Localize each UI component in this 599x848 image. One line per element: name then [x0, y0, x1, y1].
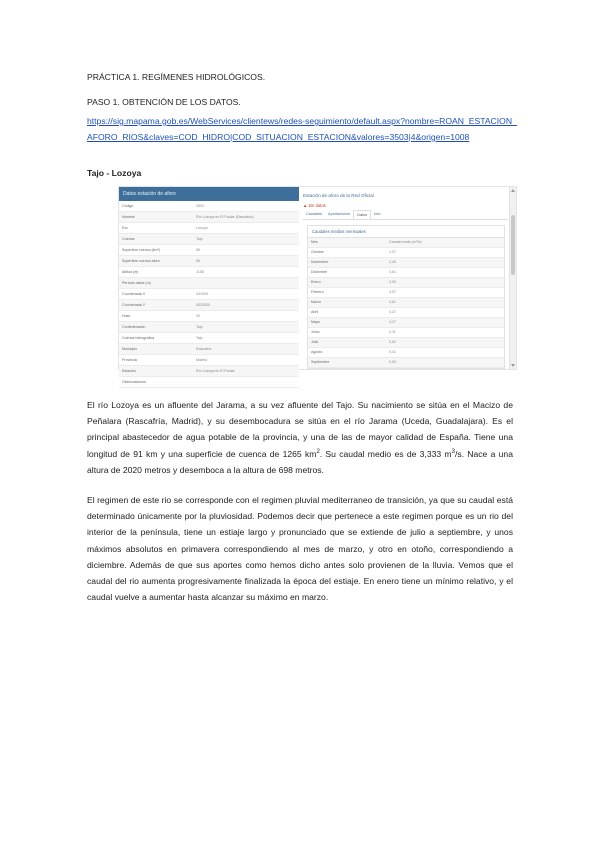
regime-description: El regimen de este rio se corresponde con el regimen pluvial mediterraneo de transición, ya que su caudal está determinado únicamente por la pluviosidad. Podemos decir que pertenece a este regimen porque es un rio del interior de la península, tiene un estiaje largo y pronunciado que se extiende de julio a septiembre, y unos máximos absolutos en primavera correspondiendo al mes de marzo, y otro en otoño, correspondiendo a diciembre. Además de que sus aportes como hemos dicho antes solo provienen de la lluvia. Vemos que el caudal del rio aumenta progresivamente finalizada la época del estiaje. En enero tiene un mínimo relativo, y el caudal vuelve a aumentar hasta alcanzar su máximo en marzo.	[87, 495, 513, 603]
monthly-flow-row	[308, 308, 504, 318]
station-data-value: 431000	[196, 292, 208, 296]
sup-km2: 2	[316, 448, 320, 455]
station-data-row	[119, 223, 299, 234]
month-flow-value: 3,57	[389, 290, 396, 294]
monthly-flow-table	[307, 225, 505, 369]
flow-panel-title: Estación de aforo de la Red Oficial	[303, 193, 374, 198]
step-heading: PASO 1. OBTENCIÓN DE LOS DATOS.	[87, 97, 241, 107]
station-data-row	[119, 278, 299, 289]
month-flow-value: 4,61	[389, 300, 396, 304]
station-data-header: Datos estación de aforo	[119, 187, 299, 201]
monthly-flow-row	[308, 348, 504, 358]
monthly-flow-row	[308, 298, 504, 308]
para1-part2: . Su caudal medio es de 3,333 m	[319, 448, 452, 459]
station-data-key: Código	[122, 204, 134, 208]
station-data-key: Superficie cuenca aforo	[122, 259, 160, 263]
month-label: Diciembre	[311, 270, 328, 274]
station-data-row	[119, 366, 299, 377]
month-label: Marzo	[311, 300, 321, 304]
month-flow-value: 3,50	[389, 280, 396, 284]
monthly-flow-row	[308, 288, 504, 298]
station-data-row	[119, 201, 299, 212]
month-flow-value: 4,37	[389, 310, 396, 314]
station-data-value	[196, 377, 299, 387]
monthly-flow-row	[308, 328, 504, 338]
month-flow-value: 3,61	[389, 270, 396, 274]
station-data-row	[119, 344, 299, 355]
tab-datos[interactable]: Datos	[353, 210, 371, 219]
month-flow-value: 0,53	[389, 360, 396, 364]
station-data-value: Lozoya	[196, 226, 208, 230]
station-data-panel	[119, 187, 299, 384]
station-data-value: 30	[196, 314, 200, 318]
scroll-up-icon[interactable]	[511, 189, 515, 192]
station-data-key: Coordenada Y	[122, 303, 146, 307]
month-flow-value: 1,07	[389, 250, 396, 254]
station-data-value: 1158	[196, 270, 204, 274]
station-data-key: Período datos (m)	[122, 281, 151, 285]
station-data-key: Cuenca hidrográfica	[122, 336, 155, 340]
station-data-value: Tajo	[196, 237, 203, 241]
station-data-row	[119, 234, 299, 245]
scrollbar[interactable]	[509, 187, 516, 369]
month-flow-value: Caudal medio (m³/s)	[389, 240, 422, 244]
station-data-key: Estación	[122, 369, 136, 373]
month-label: Enero	[311, 280, 321, 284]
month-flow-value: 2,11	[389, 330, 396, 334]
station-data-row	[119, 355, 299, 366]
scroll-down-icon[interactable]	[511, 364, 515, 367]
monthly-flow-row	[308, 248, 504, 258]
station-data-row	[119, 267, 299, 278]
month-flow-value: 4,27	[389, 320, 396, 324]
monthly-flow-row	[308, 318, 504, 328]
station-data-key: Coordenada X	[122, 292, 146, 296]
flow-tabs	[303, 210, 508, 220]
station-screenshot	[118, 186, 517, 384]
alert-text: ▲ Sin datos	[303, 203, 326, 208]
monthly-flow-row	[308, 358, 504, 368]
monthly-flow-rows	[308, 238, 504, 368]
monthly-flow-row	[308, 278, 504, 288]
document-title: PRÁCTICA 1. REGÍMENES HIDROLÓGICOS.	[87, 72, 266, 82]
station-data-value: 3503	[196, 204, 204, 208]
station-data-value: 56	[196, 259, 200, 263]
river-description	[87, 397, 513, 478]
station-data-value: Río Lozoya en El Paular (Rascafría)	[196, 215, 254, 219]
source-link[interactable]: https://sig.mapama.gob.es/WebServices/clientews/redes-seguimiento/default.aspx?nombre=ROAN_ESTACION_AFORO_RIOS&claves=COD_HIDRO|COD_SITUACION_ESTACION&valores=3503|4&origen=1008	[87, 116, 517, 142]
station-data-key: Municipio	[122, 347, 138, 351]
month-label: Septiembre	[311, 360, 330, 364]
station-data-row	[119, 311, 299, 322]
month-label: Febrero	[311, 290, 324, 294]
tab-aportaciones[interactable]: Aportaciones	[328, 212, 351, 216]
para1-part3: /s. Nace a una altura de 2020 metros y desemboca a la altura de 698 metros.	[87, 448, 513, 475]
station-data-value: Río Lozoya en El Paular	[196, 369, 235, 373]
river-subtitle: Tajo - Lozoya	[87, 168, 142, 178]
station-data-row	[119, 256, 299, 267]
monthly-flow-row	[308, 268, 504, 278]
station-data-key: Altitud (m)	[122, 270, 139, 274]
flow-panel	[303, 187, 508, 369]
tab-info[interactable]: Info	[374, 212, 381, 216]
station-data-row	[119, 212, 299, 223]
month-label: Abril	[311, 310, 319, 314]
month-label: Agosto	[311, 350, 323, 354]
station-data-value: Rascafría	[196, 347, 212, 351]
station-data-value: Tajo	[196, 325, 203, 329]
station-data-value: 4533000	[196, 303, 210, 307]
alert-label: Sin datos	[308, 203, 326, 208]
station-data-key: Provincia	[122, 358, 137, 362]
month-label: Julio	[311, 340, 319, 344]
station-data-row	[119, 322, 299, 333]
station-data-row	[119, 289, 299, 300]
monthly-flow-row	[308, 258, 504, 268]
station-data-key: Nombre	[122, 215, 135, 219]
station-data-value: Madrid	[196, 358, 207, 362]
month-label: Mes	[311, 240, 318, 244]
monthly-flow-row	[308, 338, 504, 348]
station-data-key: Confederación	[122, 325, 146, 329]
para1-part1: El río Lozoya es un afluente del Jarama, a su vez afluente del Tajo. Su nacimiento se sitúa en el Macizo de Peñalara (Rascafría, Madrid), y su desembocadura se sitúa en el río Jarama (Uceda, Guadalajara). Es el principal abastecedor de agua potable de la provincia, y una de las de mayor calidad de España. Tiene una longitud de 91 km y una superficie de cuenca de 1265 km	[87, 400, 513, 459]
station-data-value	[196, 278, 299, 288]
month-flow-value: 2,45	[389, 260, 396, 264]
sup-m3: 3	[451, 448, 455, 455]
month-label: Noviembre	[311, 260, 329, 264]
station-data-key: Cuenca	[122, 237, 135, 241]
station-data-rows	[119, 201, 299, 388]
month-flow-value: 0,62	[389, 340, 396, 344]
tab-caudales[interactable]: Caudales	[306, 212, 323, 216]
station-data-row	[119, 333, 299, 344]
station-data-row	[119, 300, 299, 311]
station-data-key: Río	[122, 226, 128, 230]
monthly-flow-row	[308, 238, 504, 248]
month-label: Octubre	[311, 250, 324, 254]
station-data-value: 56	[196, 248, 200, 252]
station-data-key: Observaciones	[122, 380, 146, 384]
station-data-value: Tajo	[196, 336, 203, 340]
station-data-key: Superficie cuenca (km²)	[122, 248, 160, 252]
month-label: Mayo	[311, 320, 320, 324]
monthly-flow-title: Caudales medios mensuales	[308, 226, 504, 238]
month-label: Junio	[311, 330, 320, 334]
month-flow-value: 0,41	[389, 350, 396, 354]
station-data-key: Huso	[122, 314, 131, 318]
station-data-row	[119, 245, 299, 256]
scroll-thumb[interactable]	[511, 215, 515, 275]
station-data-row	[119, 377, 299, 388]
